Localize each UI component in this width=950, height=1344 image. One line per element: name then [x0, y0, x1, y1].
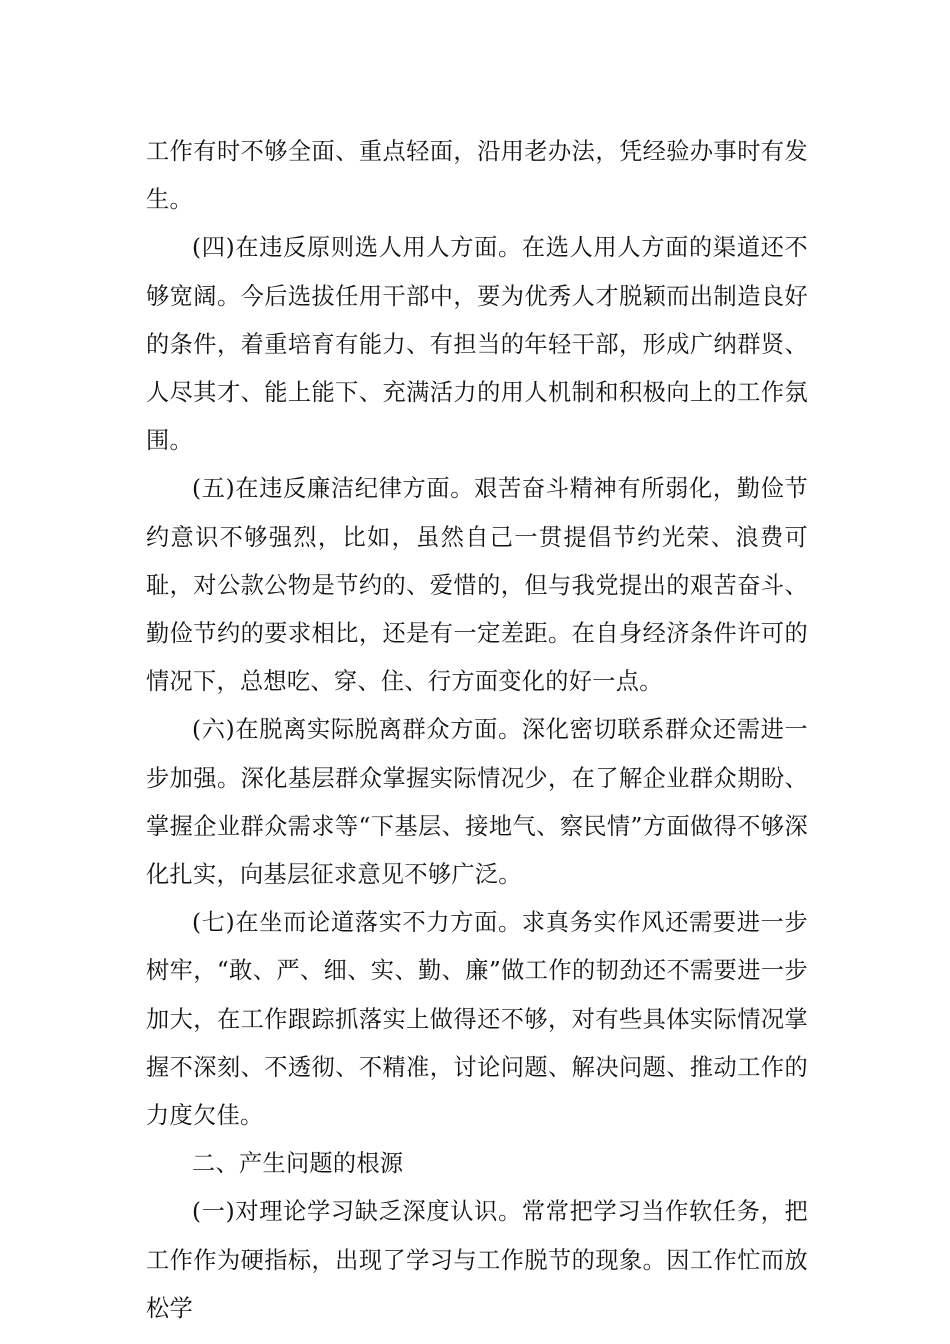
paragraph-item-6: (六)在脱离实际脱离群众方面。深化密切联系群众还需进一步加强。深化基层群众掌握实际情况少，在了解企业群众期盼、掌握企业群众需求等“下基层、接地气、察民情”方面做得不够深化扎实，向基层征求意见不够广泛。 — [146, 716, 808, 889]
paragraph-item-4: (四)在违反原则选人用人方面。在选人用人方面的渠道还不够宽阔。今后选拔任用干部中，要为优秀人才脱颖而出制造良好的条件，着重培育有能力、有担当的年轻干部，形成广纳群贤、人尽其才、能上能下、充满活力的用人机制和积极向上的工作氛围。 — [146, 234, 808, 455]
paragraph-continuation: 工作有时不够全面、重点轻面，沿用老办法，凭经验办事时有发生。 — [146, 138, 808, 214]
section-paragraph-1: (一)对理论学习缺乏深度认识。常常把学习当作软任务，把工作作为硬指标，出现了学习与工作脱节的现象。因工作忙而放松学 — [146, 1198, 808, 1322]
document-page — [146, 128, 808, 1333]
paragraph-item-5: (五)在违反廉洁纪律方面。艰苦奋斗精神有所弱化，勤俭节约意识不够强烈，比如，虽然自己一贯提倡节约光荣、浪费可耻，对公款公物是节约的、爱惜的，但与我党提出的艰苦奋斗、勤俭节约的要求相比，还是有一定差距。在自身经济条件许可的情况下，总想吃、穿、住、行方面变化的好一点。 — [146, 475, 808, 696]
section-heading: 二、产生问题的根源 — [192, 1150, 404, 1178]
paragraph-item-7: (七)在坐而论道落实不力方面。求真务实作风还需要进一步树牢，“敢、严、细、实、勤、廉”做工作的韧劲还不需要进一步加大，在工作跟踪抓落实上做得还不够，对有些具体实际情况掌握不深刻、不透彻、不精准，讨论问题、解决问题、推动工作的力度欠佳。 — [146, 909, 808, 1130]
